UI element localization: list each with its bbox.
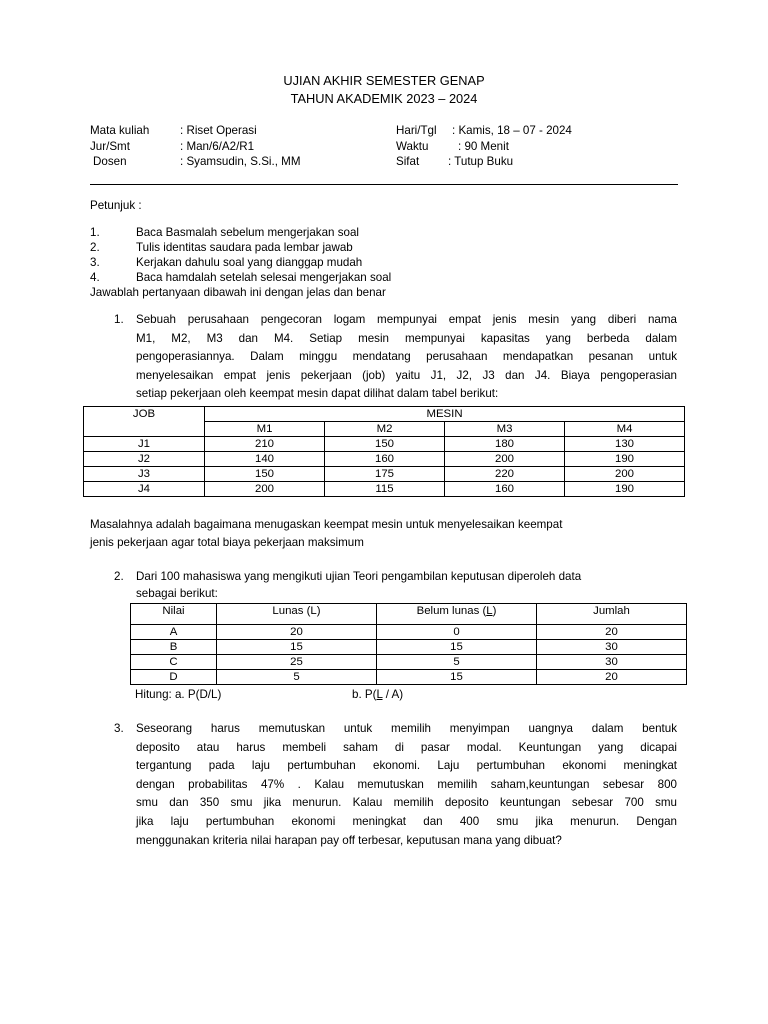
major-value: : Man/6/A2/R1 <box>180 140 255 153</box>
text-line: setiap pekerjaan oleh keempat mesin dapat dilihat dalam tabel berikut: <box>136 387 499 401</box>
course-label: Mata kuliah <box>90 124 150 137</box>
nilai-header: Nilai <box>131 604 217 625</box>
instruction-number: 1. <box>90 226 100 239</box>
payment-table <box>130 603 687 685</box>
text-line: smu dan 350 smu jika menurun. Kalau memilih deposito keuntungan sebesar 700 smu <box>136 796 677 810</box>
table-row <box>84 437 685 452</box>
instruction-number: 4. <box>90 271 100 284</box>
exam-title: UJIAN AKHIR SEMESTER GENAP <box>283 73 485 88</box>
cost-cell: 115 <box>325 482 445 497</box>
table-row <box>84 452 685 467</box>
nilai-cell: B <box>131 640 217 655</box>
nature-label: Sifat <box>396 155 420 168</box>
lunas-cell: 5 <box>217 670 377 685</box>
question-2-text: sebagai berikut: <box>136 587 218 600</box>
text-line: menggunakan kriteria nilai harapan pay off terbesar, keputusan mana yang dibuat? <box>136 833 562 847</box>
lecturer-value: : Syamsudin, S.Si., MM <box>180 155 301 168</box>
question-1-number: 1. <box>114 313 124 326</box>
cost-cell: 160 <box>325 452 445 467</box>
cost-cell: 200 <box>565 467 685 482</box>
table-row <box>131 655 687 670</box>
cost-cell: 130 <box>565 437 685 452</box>
question-1-text <box>136 311 677 404</box>
text-line: menyelesaikan empat jenis pekerjaan (job) yaitu J1, J2, J3 dan J4. Biaya pengoperasian <box>136 368 677 382</box>
instructions-heading: Petunjuk : <box>90 199 142 212</box>
lunas-cell: 20 <box>217 625 377 640</box>
job-cell: J4 <box>84 482 205 497</box>
lunas-cell: 25 <box>217 655 377 670</box>
question-3-text <box>136 720 677 850</box>
mesin-header: MESIN <box>205 407 685 422</box>
cost-cell: 140 <box>205 452 325 467</box>
instruction-text: Tulis identitas saudara pada lembar jawab <box>136 241 353 254</box>
cost-cell: 200 <box>205 482 325 497</box>
machine-header: M3 <box>445 422 565 437</box>
instruction-text: Baca Basmalah sebelum mengerjakan soal <box>136 226 359 239</box>
belum-cell: 0 <box>377 625 537 640</box>
job-cell: J1 <box>84 437 205 452</box>
cost-cell: 150 <box>205 467 325 482</box>
machine-header: M2 <box>325 422 445 437</box>
question-1-conclusion: Masalahnya adalah bagaimana menugaskan keempat mesin untuk menyelesaikan keempat <box>90 518 563 531</box>
table-row <box>131 640 687 655</box>
text-line: dengan probabilitas 47% . Kalau memutuskan memilih saham,keuntungan sebesar 800 <box>136 777 677 791</box>
duration-value: : 90 Menit <box>458 140 509 153</box>
table-row <box>84 467 685 482</box>
cost-cell: 200 <box>445 452 565 467</box>
text-line: Seseorang harus memutuskan untuk memilih menyimpan uangnya dalam bentuk <box>136 722 677 735</box>
lecturer-label: Dosen <box>93 155 127 168</box>
belum-lunas-header: Belum lunas (L) <box>377 604 537 625</box>
text-line: deposito atau harus membeli saham di pasar modal. Keuntungan yang dicapai <box>136 740 677 754</box>
instruction-number: 3. <box>90 256 100 269</box>
cost-cell: 180 <box>445 437 565 452</box>
jumlah-cell: 20 <box>537 625 687 640</box>
date-label: Hari/Tgl <box>396 124 437 137</box>
belum-cell: 5 <box>377 655 537 670</box>
course-value: : Riset Operasi <box>180 124 257 137</box>
instruction-text: Baca hamdalah setelah selesai mengerjakan soal <box>136 271 392 284</box>
text-line: Sebuah perusahaan pengecoran logam mempunyai empat jenis mesin yang diberi nama <box>136 313 677 326</box>
hitung-b: b. P(L / A) <box>352 688 404 701</box>
date-value: : Kamis, 18 – 07 - 2024 <box>452 124 572 137</box>
cost-cell: 220 <box>445 467 565 482</box>
cost-cell: 210 <box>205 437 325 452</box>
lunas-header: Lunas (L) <box>217 604 377 625</box>
jumlah-cell: 30 <box>537 655 687 670</box>
job-cell: J2 <box>84 452 205 467</box>
header-divider <box>90 184 678 185</box>
instruction-text: Kerjakan dahulu soal yang dianggap mudah <box>136 256 363 269</box>
academic-year: TAHUN AKADEMIK 2023 – 2024 <box>290 91 478 106</box>
duration-label: Waktu <box>396 140 429 153</box>
nilai-cell: D <box>131 670 217 685</box>
instructions-closing: Jawablah pertanyaan dibawah ini dengan jelas dan benar <box>90 286 386 299</box>
job-cell: J3 <box>84 467 205 482</box>
nilai-cell: A <box>131 625 217 640</box>
nilai-cell: C <box>131 655 217 670</box>
text-line: M1, M2, M3 dan M4. Setiap mesin mempunyai kapasitas yang berbeda dalam <box>136 331 677 345</box>
cost-cell: 160 <box>445 482 565 497</box>
cost-cell: 150 <box>325 437 445 452</box>
table-row <box>84 482 685 497</box>
text-line: pengoperasiannya. Dalam minggu mendatang perusahaan mendapatkan pesanan untuk <box>136 350 677 364</box>
question-2-text: Dari 100 mahasiswa yang mengikuti ujian Teori pengambilan keputusan diperoleh data <box>136 570 582 583</box>
jumlah-cell: 20 <box>537 670 687 685</box>
machine-header: M1 <box>205 422 325 437</box>
major-label: Jur/Smt <box>90 140 130 153</box>
text-line: tergantung pada laju pertumbuhan ekonomi. Laju pertumbuhan ekonomi meningkat <box>136 759 677 773</box>
jumlah-header: Jumlah <box>537 604 687 625</box>
text-line: jika laju pertumbuhan ekonomi meningkat dan 400 smu jika menurun. Dengan <box>136 814 677 828</box>
machine-header: M4 <box>565 422 685 437</box>
table-row <box>84 407 685 422</box>
hitung-a: Hitung: a. P(D/L) <box>135 688 222 701</box>
instruction-number: 2. <box>90 241 100 254</box>
cost-cell: 175 <box>325 467 445 482</box>
question-3-number: 3. <box>114 722 124 735</box>
belum-cell: 15 <box>377 640 537 655</box>
question-2-number: 2. <box>114 570 124 583</box>
lunas-cell: 15 <box>217 640 377 655</box>
nature-value: : Tutup Buku <box>448 155 514 168</box>
question-1-conclusion: jenis pekerjaan agar total biaya pekerjaan maksimum <box>90 536 364 549</box>
table-row <box>131 670 687 685</box>
table-row <box>131 604 687 625</box>
cost-cell: 190 <box>565 482 685 497</box>
table-row <box>131 625 687 640</box>
cost-cell: 190 <box>565 452 685 467</box>
job-header: JOB <box>84 407 205 437</box>
belum-cell: 15 <box>377 670 537 685</box>
machine-cost-table <box>83 406 685 497</box>
jumlah-cell: 30 <box>537 640 687 655</box>
